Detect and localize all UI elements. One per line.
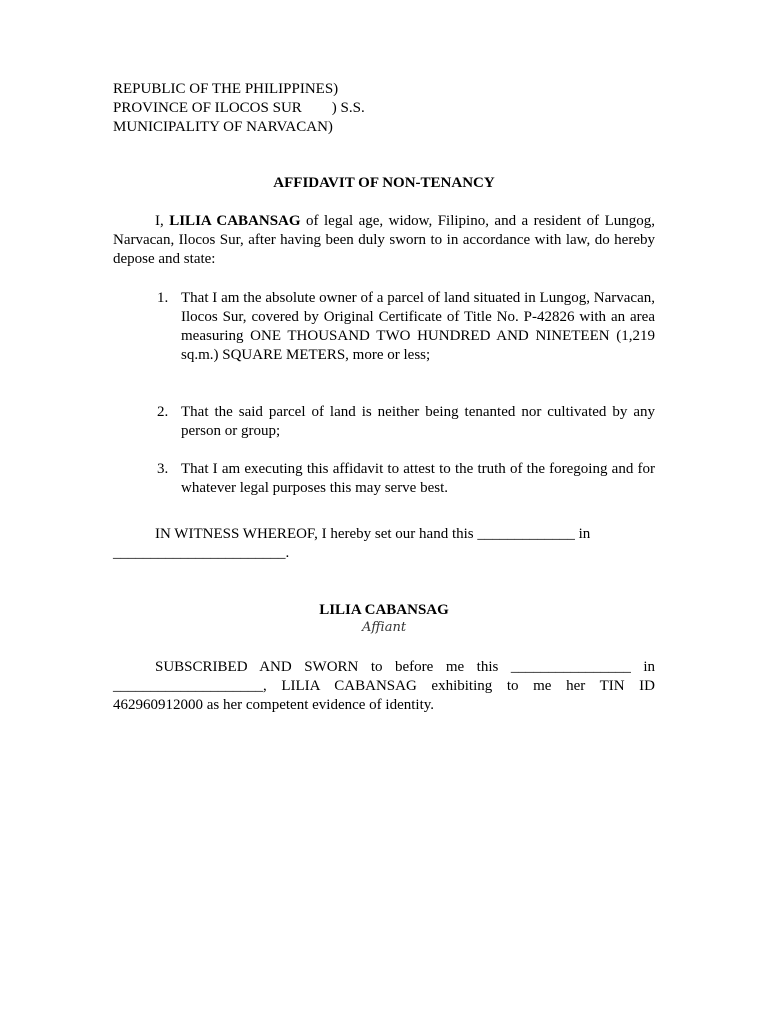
venue-block — [113, 80, 365, 137]
list-item-purpose — [157, 460, 655, 498]
affiant-name: LILIA CABANSAG — [169, 213, 301, 229]
witness-paragraph: IN WITNESS WHEREOF, I hereby set our hand this _____________ in _______________________. — [113, 526, 591, 561]
document-title: AFFIDAVIT OF NON-TENANCY — [273, 175, 495, 191]
intro-text: of legal age, widow, Filipino, and a resident of Lungog, Narvacan, Ilocos Sur, after having been duly sworn to in accordance with law, do hereby depose and state: — [113, 213, 655, 267]
jurat-paragraph: SUBSCRIBED AND SWORN to before me this ________________ in ____________________, LILIA CABANSAG exhibiting to me her TIN ID 462960912000 as her competent evidence of identity. — [113, 659, 655, 713]
list-item-ownership — [157, 289, 655, 365]
intro-prefix: I, — [155, 213, 170, 229]
venue-line-republic: REPUBLIC OF THE PHILIPPINES) — [113, 81, 339, 97]
list-item-non-tenancy — [157, 403, 655, 441]
list-item-number: 3. — [157, 461, 169, 477]
list-item-number: 1. — [157, 290, 169, 306]
intro-paragraph — [113, 212, 655, 269]
list-item-text: That the said parcel of land is neither being tenanted nor cultivated by any person or group; — [181, 404, 655, 439]
signatory-name: LILIA CABANSAG — [319, 602, 449, 618]
venue-line-municipality: MUNICIPALITY OF NARVACAN) — [113, 119, 333, 135]
list-item-text: That I am the absolute owner of a parcel of land situated in Lungog, Narvacan, Ilocos Sur, covered by Original Certificate of Title No. P-42826 with an area measuring ONE THOUSAND TWO HUNDRED AND NINETEEN (1,219 sq.m.) SQUARE METERS, more or less; — [181, 290, 655, 363]
list-item-number: 2. — [157, 404, 169, 420]
signatory-role: Affiant — [361, 620, 407, 635]
signature-block — [0, 601, 768, 636]
list-item-text: That I am executing this affidavit to attest to the truth of the foregoing and for whatever legal purposes this may serve best. — [181, 461, 655, 496]
venue-line-province: PROVINCE OF ILOCOS SUR ) S.S. — [113, 100, 365, 116]
